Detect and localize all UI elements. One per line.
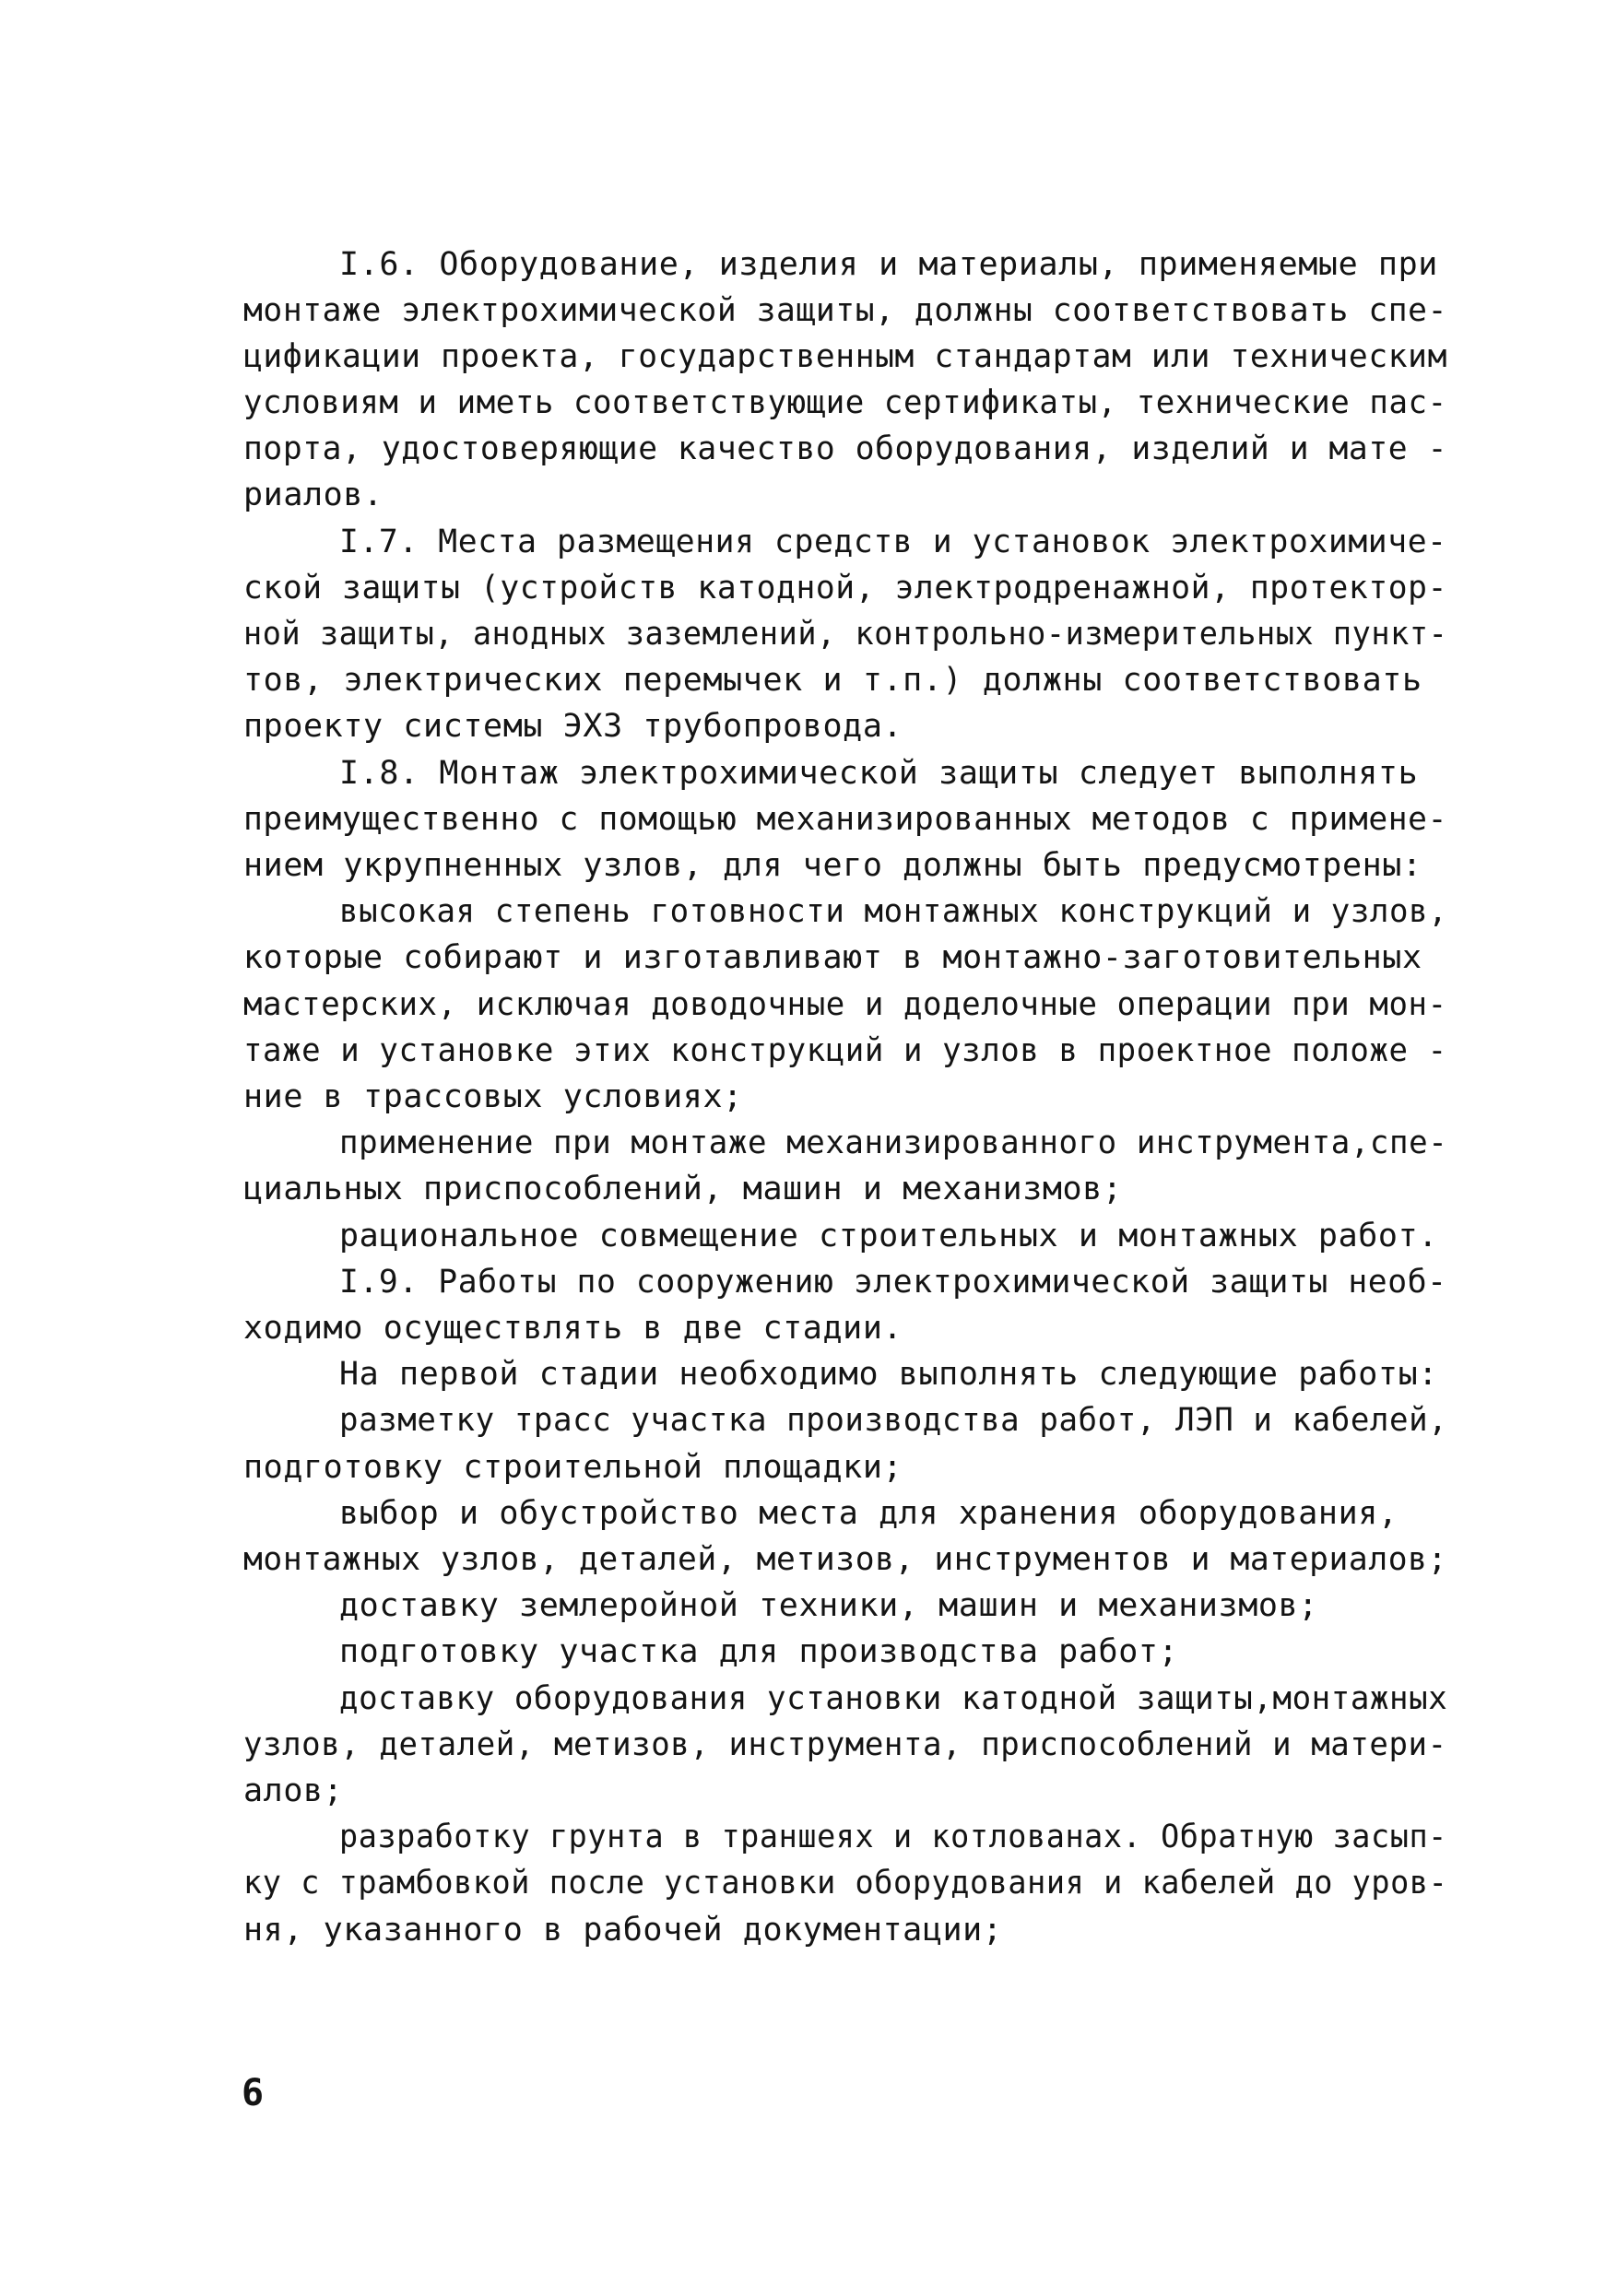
text-line: подготовку строительной площадки; <box>243 1449 903 1486</box>
text-line: таже и установке этих конструкций и узлов в проектное положе - <box>243 1032 1447 1069</box>
text-line: ской защиты (устройств катодной, электродренажной, протектор- <box>243 570 1447 606</box>
text-line: циальных приспособлений, машин и механизмов; <box>243 1171 1123 1207</box>
text-line: порта, удостоверяющие качество оборудования, изделий и мате - <box>243 430 1447 467</box>
text-line: доставку оборудования установки катодной защиты,монтажных <box>339 1680 1448 1717</box>
text-line: На первой стадии необходимо выполнять следующие работы: <box>339 1356 1438 1393</box>
text-line: тов, электрических перемычек и т.п.) должны соответствовать <box>243 662 1422 699</box>
text-line: которые собирают и изготавливают в монтажно-заготовительных <box>243 939 1422 976</box>
text-line: I.9. Работы по сооружению электрохимической защиты необ- <box>339 1264 1447 1301</box>
text-line: монтажных узлов, деталей, метизов, инструментов и материалов; <box>243 1541 1447 1578</box>
text-line: проекту системы ЭХЗ трубопровода. <box>243 708 903 745</box>
text-line: мастерских, исключая доводочные и доделочные операции при мон- <box>243 986 1447 1023</box>
text-line: разработку грунта в траншеях и котлованах. Обратную засып- <box>339 1819 1447 1855</box>
text-line: доставку землеройной техники, машин и механизмов; <box>339 1587 1318 1624</box>
text-line: условиям и иметь соответствующие сертификаты, технические пас- <box>243 384 1447 421</box>
text-line: риалов. <box>243 477 384 513</box>
text-line: I.7. Места размещения средств и установок электрохимиче- <box>339 524 1447 560</box>
text-line: цификации проекта, государственным стандартам или техническим <box>243 338 1447 375</box>
text-line: ние в трассовых условиях; <box>243 1078 743 1115</box>
text-line: разметку трасс участка производства работ, ЛЭП и кабелей, <box>339 1402 1448 1439</box>
text-line: узлов, деталей, метизов, инструмента, приспособлений и матери- <box>243 1726 1447 1763</box>
text-line: ходимо осуществлять в две стадии. <box>243 1310 903 1347</box>
text-line: рациональное совмещение строительных и монтажных работ. <box>339 1218 1438 1254</box>
text-line: монтаже электрохимической защиты, должны соответствовать спе- <box>243 292 1447 329</box>
text-line: алов; <box>243 1772 344 1809</box>
text-line: I.8. Монтаж электрохимической защиты следует выполнять <box>339 755 1419 792</box>
text-line: ной защиты, анодных заземлений, контрольно-измерительных пункт- <box>243 616 1448 653</box>
text-line: I.6. Оборудование, изделия и материалы, применяемые при <box>339 246 1438 283</box>
text-line: высокая степень готовности монтажных конструкций и узлов, <box>339 893 1448 930</box>
text-line: нием укрупненных узлов, для чего должны быть предусмотрены: <box>243 847 1422 884</box>
text-line: ку с трамбовкой после установки оборудования и кабелей до уров- <box>243 1865 1448 1902</box>
text-line: подготовку участка для производства работ; <box>339 1633 1179 1670</box>
text-line: преимущественно с помощью механизированных методов с примене- <box>243 801 1447 838</box>
text-line: применение при монтаже механизированного инструмента,спе- <box>339 1124 1448 1161</box>
text-line: ня, указанного в рабочей документации; <box>243 1912 1003 1949</box>
page-number: 6 <box>242 2072 265 2114</box>
text-line: выбор и обустройство места для хранения оборудования, <box>339 1495 1398 1532</box>
